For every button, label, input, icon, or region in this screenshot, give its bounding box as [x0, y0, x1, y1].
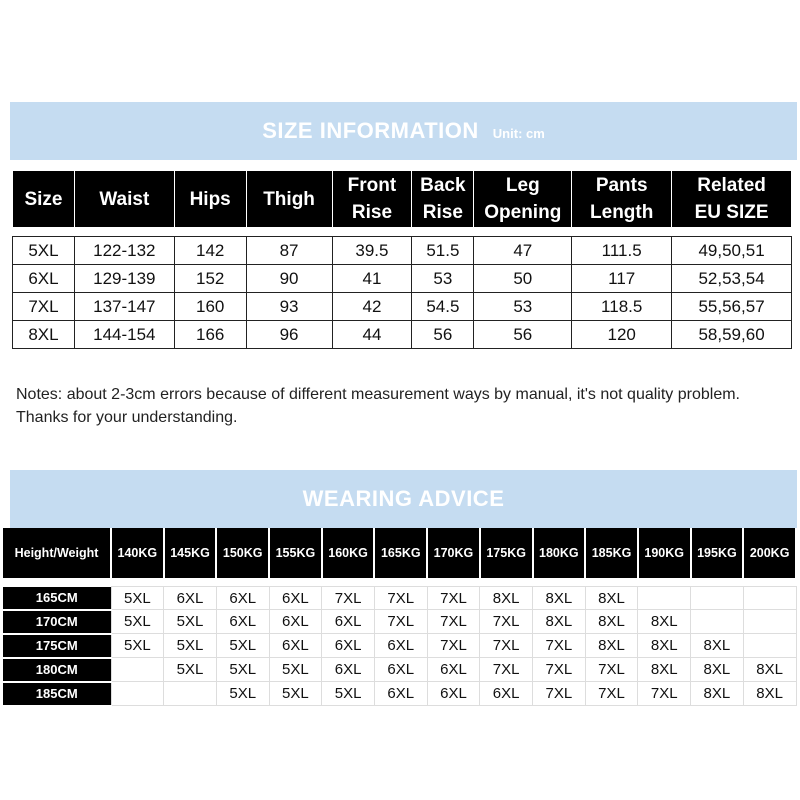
height-label: 180CM [3, 658, 111, 682]
table-cell: 8XL [533, 610, 586, 634]
table-cell: 55,56,57 [672, 293, 792, 321]
table-cell: 49,50,51 [672, 237, 792, 265]
table-cell: 166 [174, 321, 246, 349]
table-cell: 41 [332, 265, 412, 293]
table-cell: 96 [246, 321, 332, 349]
table-row [3, 587, 796, 610]
table-cell: 44 [332, 321, 412, 349]
table-cell: 7XL [533, 658, 586, 682]
size-header-line: Rise [422, 202, 463, 223]
table-cell [691, 610, 744, 634]
unit-label: Unit: cm [492, 125, 545, 141]
table-cell: 6XL [374, 658, 427, 682]
table-cell: 6XL [322, 658, 375, 682]
table-cell [111, 658, 164, 682]
table-cell: 8XL [480, 587, 533, 610]
table-cell: 122-132 [74, 237, 174, 265]
table-cell: 6XL [322, 610, 375, 634]
table-cell: 5XL [322, 682, 375, 706]
table-cell: 7XL [585, 682, 638, 706]
table-row [13, 265, 792, 293]
table-cell: 6XL [480, 682, 533, 706]
table-cell: 52,53,54 [672, 265, 792, 293]
table-row [13, 237, 792, 265]
size-header-line: Size [24, 188, 63, 210]
weight-header-cell: 200KG [743, 528, 796, 578]
size-header-line: Back [420, 175, 466, 196]
table-cell: 129-139 [74, 265, 174, 293]
table-cell: 8XL [691, 682, 744, 706]
table-cell: 51.5 [412, 237, 474, 265]
table-cell: 7XL [533, 682, 586, 706]
size-header-cell [412, 171, 474, 228]
table-cell: 7XL [638, 682, 691, 706]
size-header-line: Waist [99, 188, 150, 210]
table-cell: 8XL [638, 634, 691, 658]
table-cell: 6XL [269, 587, 322, 610]
table-row [13, 293, 792, 321]
table-cell [111, 682, 164, 706]
size-table-body [13, 228, 792, 349]
thanks-text: Thanks for your understanding. [16, 409, 238, 426]
size-header-line: Hips [189, 188, 231, 210]
size-header-line: Front [347, 175, 397, 196]
table-cell: 8XL [691, 658, 744, 682]
size-header-cell [13, 171, 75, 228]
size-header-cell [332, 171, 412, 228]
table-cell: 144-154 [74, 321, 174, 349]
weight-header-cell: 165KG [374, 528, 427, 578]
table-cell: 8XL [13, 321, 75, 349]
table-cell: 8XL [585, 610, 638, 634]
table-cell: 5XL [13, 237, 75, 265]
table-cell: 8XL [743, 682, 796, 706]
size-header-line: Rise [351, 202, 393, 223]
wearing-advice-header [3, 528, 796, 578]
table-cell: 6XL [427, 658, 480, 682]
table-row [3, 610, 796, 634]
table-cell: 8XL [638, 658, 691, 682]
table-row [3, 634, 796, 658]
table-cell: 5XL [216, 634, 269, 658]
table-cell: 58,59,60 [672, 321, 792, 349]
height-label: 170CM [3, 610, 111, 634]
table-cell: 5XL [111, 610, 164, 634]
size-header-line: Opening [484, 202, 562, 223]
table-cell: 54.5 [412, 293, 474, 321]
table-cell: 6XL [374, 634, 427, 658]
table-cell: 53 [412, 265, 474, 293]
table-row [3, 682, 796, 706]
wearing-advice-title: WEARING ADVICE [302, 486, 505, 511]
size-header-cell [74, 171, 174, 228]
table-cell: 5XL [111, 587, 164, 610]
table-cell: 120 [572, 321, 672, 349]
size-header-line: EU SIZE [694, 202, 769, 223]
table-cell: 5XL [269, 682, 322, 706]
size-header-cell [572, 171, 672, 228]
notes [16, 383, 791, 429]
table-cell: 5XL [164, 634, 217, 658]
table-cell: 5XL [216, 682, 269, 706]
table-cell: 6XL [374, 682, 427, 706]
table-cell: 8XL [691, 634, 744, 658]
size-header-line: Pants [595, 175, 648, 196]
table-cell [691, 587, 744, 610]
weight-header-cell: 175KG [480, 528, 533, 578]
table-cell: 160 [174, 293, 246, 321]
size-header-line: Related [697, 175, 766, 196]
table-cell: 5XL [164, 610, 217, 634]
table-cell: 5XL [216, 658, 269, 682]
table-cell: 7XL [427, 587, 480, 610]
table-cell: 5XL [164, 658, 217, 682]
height-label: 175CM [3, 634, 111, 658]
table-cell: 7XL [585, 658, 638, 682]
table-cell: 5XL [269, 658, 322, 682]
height-label: 165CM [3, 587, 111, 610]
table-cell: 6XL [269, 610, 322, 634]
table-cell: 137-147 [74, 293, 174, 321]
table-cell: 6XL [13, 265, 75, 293]
size-header-cell [174, 171, 246, 228]
table-cell: 93 [246, 293, 332, 321]
table-cell: 152 [174, 265, 246, 293]
table-cell: 87 [246, 237, 332, 265]
weight-header-cell: 180KG [533, 528, 586, 578]
size-information-banner [10, 102, 797, 160]
height-label: 185CM [3, 682, 111, 706]
size-header-line: Length [590, 202, 654, 223]
weight-header-cell: 170KG [427, 528, 480, 578]
size-header-cell [246, 171, 332, 228]
table-cell: 7XL [427, 610, 480, 634]
table-cell: 6XL [322, 634, 375, 658]
table-cell: 56 [412, 321, 474, 349]
size-header-cell [672, 171, 792, 228]
table-cell: 7XL [13, 293, 75, 321]
table-cell: 111.5 [572, 237, 672, 265]
table-cell: 6XL [216, 587, 269, 610]
weight-header-cell: 185KG [585, 528, 638, 578]
size-table [12, 170, 792, 349]
table-cell: 5XL [111, 634, 164, 658]
table-cell: 7XL [480, 634, 533, 658]
wearing-advice-banner [10, 470, 797, 528]
wearing-advice-table [3, 528, 797, 707]
table-cell: 6XL [269, 634, 322, 658]
table-cell: 50 [474, 265, 572, 293]
size-header-line: Leg [505, 175, 540, 196]
weight-header-cell: 160KG [322, 528, 375, 578]
table-cell: 117 [572, 265, 672, 293]
table-cell: 7XL [322, 587, 375, 610]
table-cell: 39.5 [332, 237, 412, 265]
table-cell: 8XL [585, 634, 638, 658]
table-row [13, 321, 792, 349]
weight-header-cell: 150KG [216, 528, 269, 578]
weight-header-cell: 145KG [164, 528, 217, 578]
table-cell: 53 [474, 293, 572, 321]
weight-header-cell: 155KG [269, 528, 322, 578]
size-header-line: Thigh [263, 188, 315, 210]
table-cell: 7XL [480, 610, 533, 634]
table-spacer [3, 578, 796, 587]
table-cell: 6XL [216, 610, 269, 634]
table-row [3, 658, 796, 682]
notes-text: Notes: about 2-3cm errors because of different measurement ways by manual, it's not quality problem. [16, 386, 740, 403]
table-cell: 6XL [427, 682, 480, 706]
table-cell: 42 [332, 293, 412, 321]
size-header-cell [474, 171, 572, 228]
table-cell [743, 634, 796, 658]
table-cell: 7XL [480, 658, 533, 682]
wearing-advice-body [3, 578, 796, 706]
table-cell: 142 [174, 237, 246, 265]
table-cell: 7XL [374, 587, 427, 610]
table-cell [638, 587, 691, 610]
height-weight-corner: Height/Weight [3, 528, 111, 578]
table-cell: 7XL [374, 610, 427, 634]
table-cell [743, 610, 796, 634]
table-cell: 8XL [533, 587, 586, 610]
table-cell [743, 587, 796, 610]
table-cell: 6XL [164, 587, 217, 610]
table-cell: 8XL [638, 610, 691, 634]
table-cell: 8XL [743, 658, 796, 682]
table-spacer [13, 228, 792, 237]
table-cell: 56 [474, 321, 572, 349]
table-cell [164, 682, 217, 706]
weight-header-cell: 195KG [691, 528, 744, 578]
table-cell: 7XL [533, 634, 586, 658]
table-cell: 118.5 [572, 293, 672, 321]
table-cell: 7XL [427, 634, 480, 658]
table-cell: 90 [246, 265, 332, 293]
table-cell: 8XL [585, 587, 638, 610]
size-table-header [13, 171, 792, 228]
weight-header-cell: 190KG [638, 528, 691, 578]
size-information-title: SIZE INFORMATION [262, 118, 479, 143]
table-cell: 47 [474, 237, 572, 265]
weight-header-cell: 140KG [111, 528, 164, 578]
